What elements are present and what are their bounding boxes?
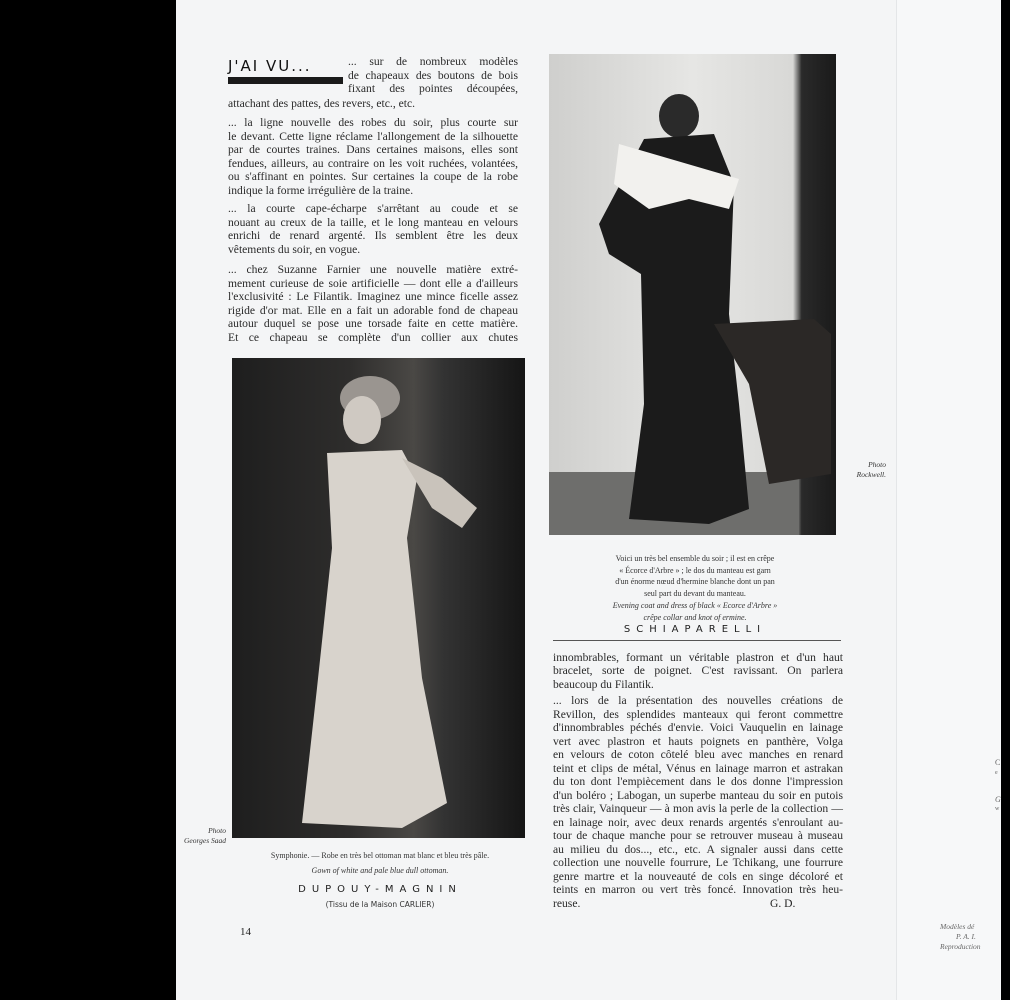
text-line: indique la forme irrégulière de la traine. [228, 183, 414, 197]
text-line: Revillon, des splendides manteaux qui feront commettre [553, 707, 843, 721]
gown-figure-illustration [232, 358, 525, 838]
caption-right-fr [560, 553, 830, 599]
text-line: vert avec plastron et hauts poignets en panthère, Volga [553, 734, 843, 748]
text-line: nouant au creux de la taille, et le long manteau en velours [228, 215, 518, 229]
author-signature: G. D. [770, 897, 796, 910]
text-line: beaucoup du Filantik. [553, 677, 654, 691]
text-line: teints en marron ou vert très foncé. Innovation très heu- [553, 883, 843, 896]
next-page-footer [940, 922, 1010, 952]
text-line: au milieu du dos..., etc., etc. A signaler aussi dans cette [553, 842, 843, 856]
photo-credit-right [840, 460, 886, 480]
caption-line: « Écorce d'Arbre » ; le dos du manteau est garn [619, 565, 771, 575]
text-line: ... chez Suzanne Farnier une nouvelle matière extré- [228, 263, 518, 276]
text-line: vêtements du soir, en vogue. [228, 242, 361, 256]
text-line: ... la ligne nouvelle des robes du soir, plus courte sur [228, 116, 518, 129]
caption-line: d'un énorme nœud d'hermine blanche dont un pan [615, 577, 775, 586]
text-line: rigide d'or mat. Elle en a fait un adorable fond de chapeau [228, 303, 518, 317]
text-line: très clair, Vainqueur — à mon avis la perle de la collection — [553, 802, 843, 815]
text-line: ... lors de la présentation des nouvelles créations de [553, 694, 843, 707]
page-number: 14 [240, 926, 251, 938]
fabric-credit: (Tissu de la Maison CARLIER) [325, 900, 435, 909]
credit-name: Georges Saad [183, 836, 226, 845]
text-line: mement curieuse de soie artificielle — dont elle a d'ailleurs [228, 276, 518, 290]
text-line: ou s'affinant en pointes. Sur certaines la coupe de la robe [228, 170, 518, 184]
photo-credit-left [180, 826, 226, 846]
text-line: ... sur de nombreux modèles [348, 55, 518, 68]
photo-symphonie-gown [232, 358, 525, 838]
text-line: de chapeaux des boutons de bois [348, 68, 518, 82]
text-line: attachant des pattes, des revers, etc., etc. [228, 97, 416, 110]
text-line: en lainage noir, avec deux renards argentés s'enroulant au- [553, 815, 843, 829]
caption-left-en: Gown of white and pale blue dull ottoman. [311, 866, 449, 875]
footer-line: Reproduction [940, 942, 981, 951]
next-page-fragment: e [995, 770, 998, 776]
title-underline-bar [228, 77, 343, 84]
divider-rule [553, 640, 841, 641]
caption-left-fr: Symphonie. — Robe en très bel ottoman mat blanc et bleu très pâle. [270, 851, 490, 860]
text-line: collection une nouvelle fourrure, Le Tchikang, une fourrure [553, 856, 843, 869]
text-line: teint et clips de métal, Vénus en lainage marron et astrakan [553, 761, 843, 775]
paragraph [228, 116, 518, 198]
paragraph [553, 694, 843, 910]
next-page-fragment: G [995, 795, 1001, 804]
text-line: du ton dont l'empiècement dans le dos donne l'impression [553, 775, 843, 788]
text-line: reuse. [553, 896, 581, 910]
text-line: tour de chaque manche pour se retrouver museau à museau [553, 829, 843, 842]
caption-line: Evening coat and dress of black « Ecorce d'Arbre » [612, 601, 778, 610]
text-line: par de courtes traines. Dans certaines maisons, elles sont [228, 143, 518, 157]
paragraph [228, 263, 518, 345]
text-line: fendues, ailleurs, au contraire on les voit ruchées, volantées, [228, 156, 518, 170]
credit-name: Rockwell. [856, 470, 886, 479]
paragraph [228, 97, 463, 111]
paragraph [553, 651, 843, 691]
text-line: fixant des pointes découpées, [348, 82, 518, 96]
next-page-edge [896, 0, 1001, 1000]
next-page-fragment: C [995, 758, 1001, 767]
paragraph [228, 202, 518, 256]
text-line: enrichi de renard argenté. Ils semblent être les deux [228, 229, 518, 243]
text-line: ... la courte cape-écharpe s'arrêtant au coude et se [228, 202, 518, 215]
coat-figure-illustration [549, 54, 836, 535]
text-line: innombrables, formant un véritable plastron et d'un haut [553, 651, 843, 664]
designer-schiaparelli: SCHIAPARELLI [623, 624, 767, 635]
next-page-fragment: w [995, 806, 1000, 812]
text-line: d'un boléro ; Labogan, un superbe manteau du soir en putois [553, 788, 843, 802]
text-line: d'innombrables péchés d'envie. Voici Vauquelin en lainage [553, 721, 843, 734]
caption-line: seul part du devant du manteau. [644, 588, 746, 598]
text-line: le devant. Cette ligne réclame l'allongement de la silhouette [228, 129, 518, 143]
designer-dupouy-magnin: DUPOUY-MAGNIN [298, 884, 462, 895]
text-line: bracelet, sorte de poignet. C'est ravissant. On parlera [553, 664, 843, 678]
footer-line: P. A. I. [956, 932, 976, 941]
caption-line: Voici un très bel ensemble du soir ; il est en crêpe [615, 554, 775, 563]
text-line: Et ce chapeau se complète d'un collier aux chutes [228, 330, 518, 344]
caption-right-en [560, 600, 830, 623]
photo-schiaparelli-evening-coat [549, 54, 836, 535]
footer-line: Modèles dé [940, 922, 975, 931]
text-line: autour duquel se pose une torsade faite en cette matière. [228, 317, 518, 331]
caption-line: crêpe collar and knot of ermine. [643, 612, 747, 622]
text-line: l'exclusivité : Le Filantik. Imaginez une mince ficelle assez [228, 290, 518, 304]
text-line: genre martre et la nouveauté de cols en singe décoloré et [553, 869, 843, 883]
credit-label: Photo [868, 460, 886, 469]
credit-label: Photo [208, 826, 226, 835]
paragraph [348, 55, 518, 96]
column-title: J'AI VU... [228, 57, 312, 75]
text-line: en velours de coton côtelé bleu avec manches en renard [553, 748, 843, 761]
